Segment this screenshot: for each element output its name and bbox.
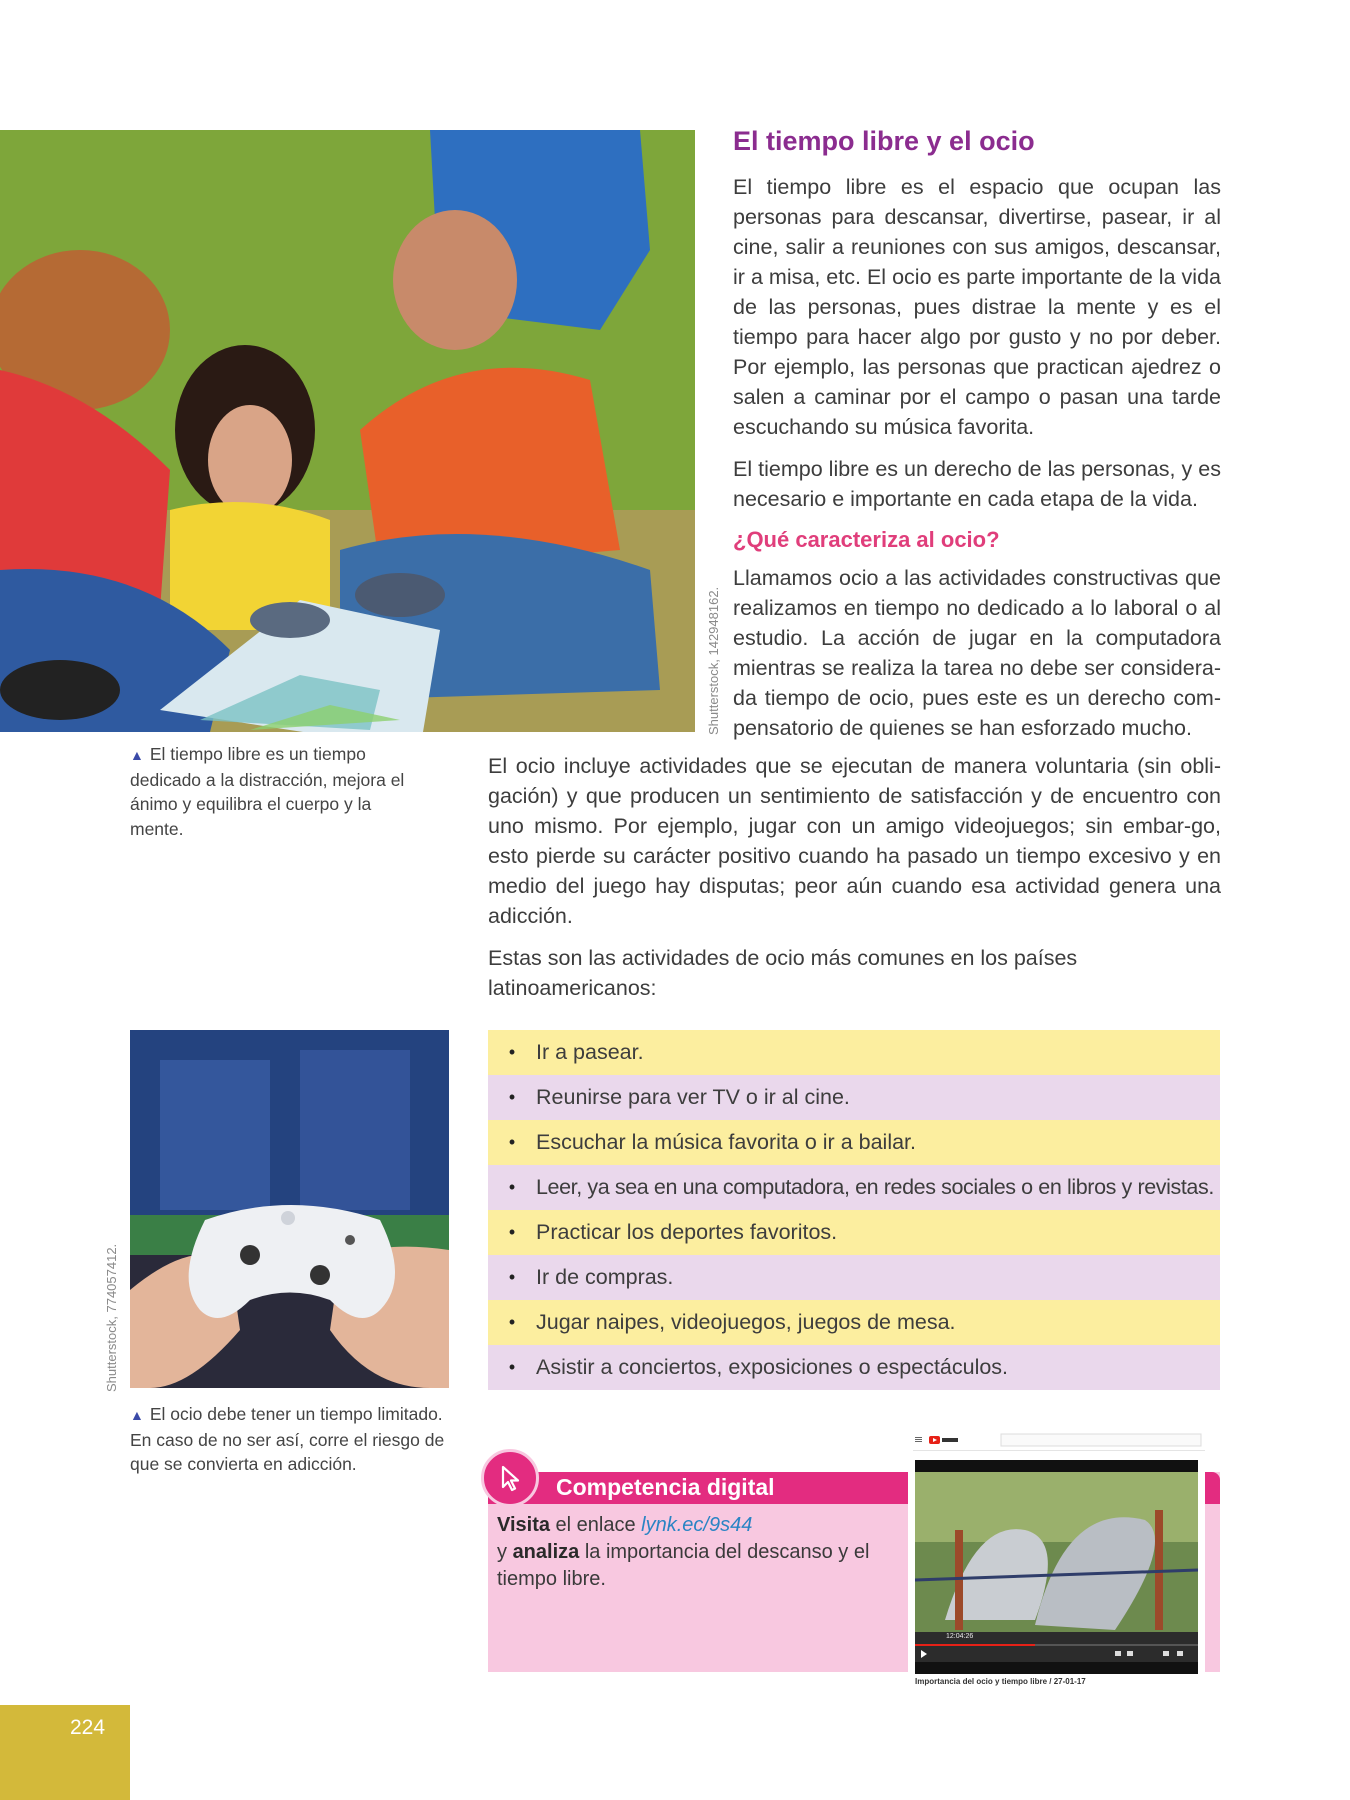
photo1-caption [130, 742, 420, 841]
section-subtitle: ¿Qué caracteriza al ocio? [733, 527, 1000, 552]
photo2-caption [130, 1402, 460, 1477]
bullet-icon: • [508, 1357, 516, 1377]
list-item-text: Escuchar la música favorita o ir a bailar. [536, 1130, 916, 1154]
list-item-text: Ir de compras. [536, 1265, 674, 1289]
paragraph-actividades-intro: Estas son las actividades de ocio más comunes en los países latinoamericanos: [488, 946, 1078, 1000]
bullet-icon: • [508, 1042, 516, 1062]
list-item [488, 1120, 1220, 1165]
list-item-text: Ir a pasear. [536, 1040, 644, 1064]
list-item-text: Asistir a conciertos, exposiciones o espectáculos. [536, 1355, 1009, 1379]
triangle-up-icon: ▲ [130, 747, 144, 763]
analiza-rest-text: la importancia del descanso y el tiempo libre. [497, 1541, 870, 1590]
video-timestamp: 12:04:26 [946, 1633, 974, 1640]
photo2-caption-text: El ocio debe tener un tiempo limitado. En caso de no ser así, corre el riesgo de que se convierta en adicción. [130, 1404, 445, 1474]
list-item [488, 1210, 1220, 1255]
youtube-header [913, 1430, 1205, 1451]
visita-label: Visita [497, 1514, 550, 1536]
y-text: y [497, 1541, 513, 1563]
activities-list [488, 1030, 1220, 1390]
analiza-label: analiza [512, 1541, 580, 1563]
list-item [488, 1165, 1220, 1210]
section-title: El tiempo libre y el ocio [733, 126, 1035, 156]
photo1-credit: Shutterstock, 142948162. [706, 586, 721, 735]
video-caption: Importancia del ocio y tiempo libre / 27-01-17 [915, 1677, 1086, 1686]
photo-game-controller [130, 1030, 449, 1388]
photo2-credit: Shutterstock, 774057412. [104, 1243, 119, 1392]
el-enlace-text: el enlace [550, 1514, 642, 1536]
list-item-text: Practicar los deportes favoritos. [536, 1220, 838, 1244]
triangle-up-icon: ▲ [130, 1407, 144, 1423]
paragraph-ocio-incluye: El ocio incluye actividades que se ejecutan de manera voluntaria (sin obli-gación) y que producen un sentimiento de satisfacción y de encuentro con uno mismo. Por ejemplo, jugar con un amigo videojuegos; sin embar-go, esto pierde su carácter positivo cuando ha pasado un tiempo excesivo y en medio del juego hay disputas; peor aún cuando esa actividad genera una adicción. [488, 754, 1221, 928]
lynk-link[interactable]: lynk.ec/9s44 [641, 1514, 753, 1536]
page-number: 224 [70, 1716, 106, 1739]
bullet-icon: • [508, 1222, 516, 1242]
bullet-icon: • [508, 1132, 516, 1152]
photo-friends-map [0, 130, 695, 732]
list-item [488, 1075, 1220, 1120]
paragraph-derecho: El tiempo libre es un derecho de las personas, y es necesario e importante en cada etapa de la vida. [733, 457, 1221, 511]
video-frame[interactable] [915, 1460, 1198, 1674]
competencia-digital-title: Competencia digital [556, 1474, 775, 1500]
bullet-icon: • [508, 1177, 516, 1197]
list-item [488, 1300, 1220, 1345]
list-item-text: Jugar naipes, videojuegos, juegos de mesa. [536, 1310, 956, 1334]
list-item-text: Reunirse para ver TV o ir al cine. [536, 1085, 850, 1109]
bullet-icon: • [508, 1087, 516, 1107]
paragraph-tiempo-libre: El tiempo libre es el espacio que ocupan las personas para descansar, divertirse, pasear, ir al cine, salir a reuniones con sus amigos, descansar, ir a misa, etc. El ocio es parte importante de la vida de las personas, pues distrae la mente y es el tiempo para hacer algo por gusto y no por deber. Por ejemplo, las personas que practican ajedrez o salen a caminar por el campo o pasan una tarde escuchando su música favorita. [733, 175, 1221, 439]
paragraph-ocio-definicion: Llamamos ocio a las actividades constructivas que realizamos en tiempo no dedicado a lo laboral o al estudio. La acción de jugar en la computadora mientras se realiza la tarea no debe ser considera-da tiempo de ocio, pues este es un derecho com-pensatorio de quienes se han esforzado mucho. [733, 566, 1221, 740]
list-item [488, 1345, 1220, 1390]
bullet-icon: • [508, 1312, 516, 1332]
competencia-digital-right-band [1205, 1472, 1220, 1504]
competencia-digital-text [497, 1512, 897, 1593]
list-item [488, 1030, 1220, 1075]
list-item [488, 1255, 1220, 1300]
list-item-text: Leer, ya sea en una computadora, en redes sociales o en libros y revistas. [536, 1175, 1214, 1199]
bullet-icon: • [508, 1267, 516, 1287]
photo1-caption-text: El tiempo libre es un tiempo dedicado a la distracción, mejora el ánimo y equilibra el cuerpo y la mente. [130, 744, 405, 839]
page-number-box [0, 1705, 130, 1800]
cursor-arrow-icon [481, 1449, 539, 1507]
